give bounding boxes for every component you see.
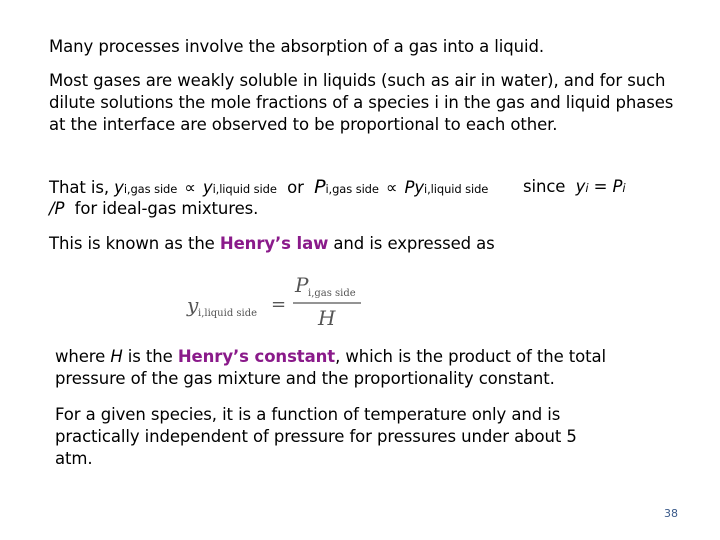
p-symbol: P [314,176,326,198]
subscript-i: i [622,181,626,195]
paragraph-henrys-law [49,233,689,255]
slash-p-symbol: /P [49,199,65,218]
pi-symbol: P [612,177,623,196]
henrys-constant-outro: , which is the product of the total pressure of the gas mixture and the proportionality constant. [55,347,607,388]
since-text: since [523,177,566,196]
equals-symbol: = [593,177,608,196]
paragraph-henrys-constant [55,346,675,390]
h-symbol: H [110,347,123,366]
paragraph-absorption: Many processes involve the absorption of a gas into a liquid. [49,37,545,56]
henrys-constant-term: Henry’s constant [177,347,336,366]
paragraph-temperature-dependence: For a given species, it is a function of temperature only and is practically independent of pressure for pressures under about 5 atm. [55,405,577,468]
equation-lhs-subscript: i,liquid side [198,308,258,319]
subscript-gas-side: i,gas side [123,182,178,196]
equation-denominator: H [318,306,336,330]
proportional-symbol: ∝ [386,178,398,197]
henrys-constant-middle: is the [122,347,178,366]
y-symbol: y [114,178,124,197]
henrys-law-intro: This is known as the [49,234,220,253]
or-text: or [287,178,304,197]
equation-numerator: P [295,273,309,297]
proportional-symbol: ∝ [184,178,196,197]
henrys-constant-intro: where [55,347,111,366]
equation-lhs: y [187,293,199,317]
ideal-gas-text: for ideal-gas mixtures. [74,199,259,218]
subscript-i: i [585,181,589,195]
page-number: 38 [664,507,678,520]
proportionality-line [49,176,689,198]
y-symbol: y [202,178,213,197]
subscript-gas-side: i,gas side [325,182,379,196]
since-clause [523,176,625,199]
subscript-liquid-side: i,liquid side [212,182,277,196]
ideal-gas-line [49,198,689,220]
henrys-law-equation [185,270,375,330]
py-symbol: Py [404,178,425,197]
yi-symbol: y [575,177,586,196]
that-is-text: That is, [49,178,109,197]
equation-equals: = [271,294,287,315]
subscript-liquid-side: i,liquid side [424,182,489,196]
equation-numerator-subscript: i,gas side [308,288,356,299]
paragraph-solubility: Most gases are weakly soluble in liquids (such as air in water), and for such dilute solutions the mole fractions of a species i in the gas and liquid phases at the interface are observed to be proportional to each other. [49,71,674,134]
henrys-law-outro: and is expressed as [328,234,495,253]
henrys-law-term: Henry’s law [219,234,329,253]
paragraph-proportionality [49,176,689,220]
